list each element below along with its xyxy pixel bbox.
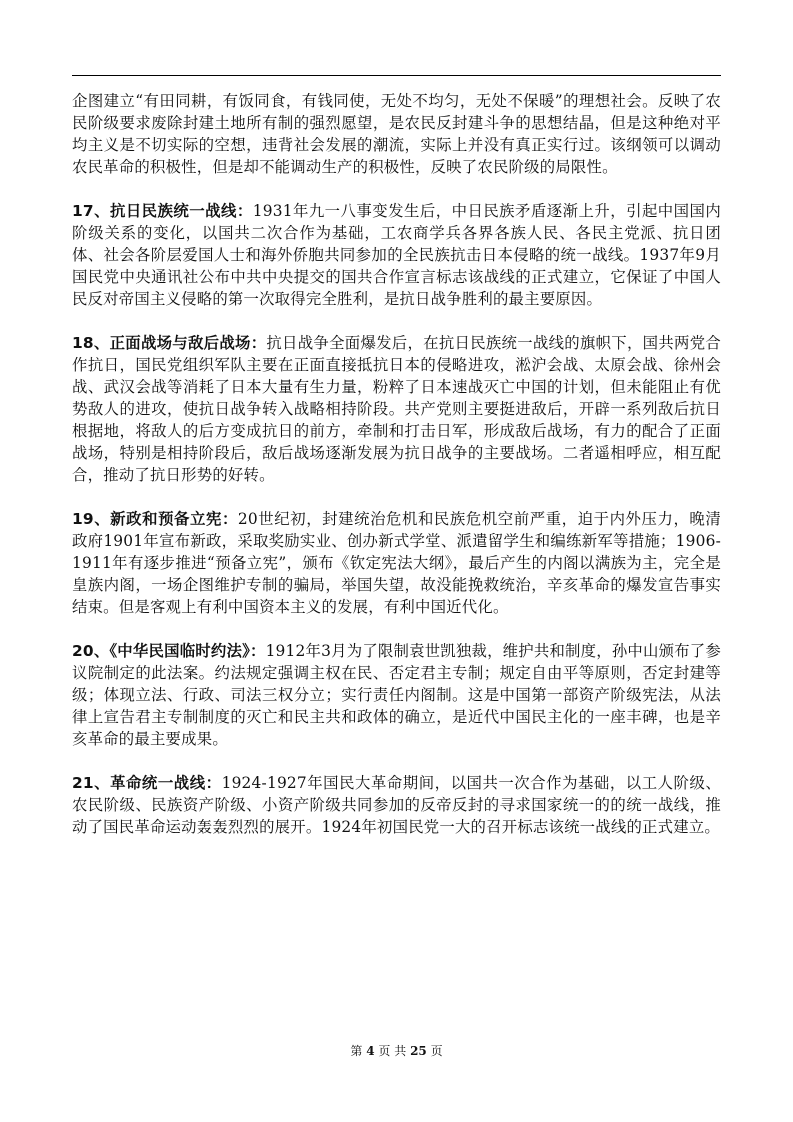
term-heading: 17、抗日民族统一战线：: [72, 202, 253, 220]
footer-middle: 页 共: [378, 1044, 407, 1058]
term-heading: 21、革命统一战线：: [72, 774, 222, 792]
paragraph-battlefields: [72, 332, 721, 486]
paragraph-text: 企图建立“有田同耕，有饭同食，有钱同使，无处不均匀，无处不保暖”的理想社会。反映了农民阶级要求废除封建土地所有制的强烈愿望，是农民反封建斗争的思想结晶，但是这种绝对平均主义是不切实际的空想，违背社会发展的潮流，实际上并没有真正实行过。该纲领可以调动农民革命的积极性，但是却不能调动生产的积极性，反映了农民阶级的局限性。: [72, 92, 721, 176]
page-footer: [0, 1043, 793, 1059]
footer-suffix: 页: [430, 1044, 443, 1058]
term-heading: 19、新政和预备立宪：: [72, 510, 238, 528]
paragraph-text: 抗日战争全面爆发后，在抗日民族统一战线的旗帜下，国共两党合作抗日，国民党组织军队主要在正面直接抵抗日本的侵略进攻，淞沪会战、太原会战、徐州会战、武汉会战等消耗了日本大量有生力量，粉粹了日本速战灭亡中国的计划，但未能阻止有优势敌人的进攻，使抗日战争转入战略相持阶段。共产党则主要挺进敌后，开辟一系列敌后抗日根据地，将敌人的后方变成抗日的前方，牵制和打击日军，形成敌后战场，有力的配合了正面战场，特别是相持阶段后，敌后战场逐渐发展为抗日战争的主要战场。二者遥相呼应，相互配合，推动了抗日形势的好转。: [72, 334, 721, 484]
paragraph-new-policies: [72, 508, 721, 618]
footer-prefix: 第: [350, 1044, 363, 1058]
paragraph-united-front-anti-japanese: [72, 200, 721, 310]
paragraph-intro: [72, 90, 721, 178]
term-heading: 20、《中华民国临时约法》：: [72, 642, 266, 660]
paragraph-text: 20世纪初，封建统治危机和民族危机空前严重，迫于内外压力，晚清政府1901年宣布新政，采取奖励实业、创办新式学堂、派遣留学生和编练新军等措施；1906-1911年有逐步推进“预备立宪”，颁布《钦定宪法大纲》，最后产生的内阁以满族为主，完全是皇族内阁，一场企图维护专制的骗局，举国失望，故没能挽救统治，辛亥革命的爆发宣告事实结束。但是客观上有利中国资本主义的发展，有利中国近代化。: [72, 510, 721, 616]
total-page-count: 25: [410, 1044, 427, 1058]
paragraph-text: 1912年3月为了限制袁世凯独裁，维护共和制度，孙中山颁布了参议院制定的此法案。约法规定强调主权在民、否定君主专制；规定自由平等原则，否定封建等级；体现立法、行政、司法三权分立；实行责任内阁制。这是中国第一部资产阶级宪法，从法律上宣告君主专制制度的灭亡和民主共和政体的确立，是近代中国民主化的一座丰碑，也是辛亥革命的最主要成果。: [72, 642, 721, 748]
paragraph-provisional-constitution: [72, 640, 721, 750]
current-page-number: 4: [366, 1044, 375, 1058]
header-rule: [72, 75, 721, 76]
paragraph-revolutionary-united-front: [72, 772, 721, 838]
term-heading: 18、正面战场与敌后战场：: [72, 334, 267, 352]
document-body: [72, 90, 721, 838]
paragraph-text: 1924-1927年国民大革命期间，以国共一次合作为基础，以工人阶级、农民阶级、民族资产阶级、小资产阶级共同参加的反帝反封的寻求国家统一的的统一战线，推动了国民革命运动轰轰烈烈的展开。1924年初国民党一大的召开标志该统一战线的正式建立。: [72, 774, 721, 836]
paragraph-text: 1931年九一八事变发生后，中日民族矛盾逐渐上升，引起中国国内阶级关系的变化，以国共二次合作为基础，工农商学兵各界各族人民、各民主党派、抗日团体、社会各阶层爱国人士和海外侨胞共同参加的全民族抗击日本侵略的统一战线。1937年9月国民党中央通讯社公布中共中央提交的国共合作宣言标志该战线的正式建立，它保证了中国人民反对帝国主义侵略的第一次取得完全胜利，是抗日战争胜利的最主要原因。: [72, 202, 721, 308]
